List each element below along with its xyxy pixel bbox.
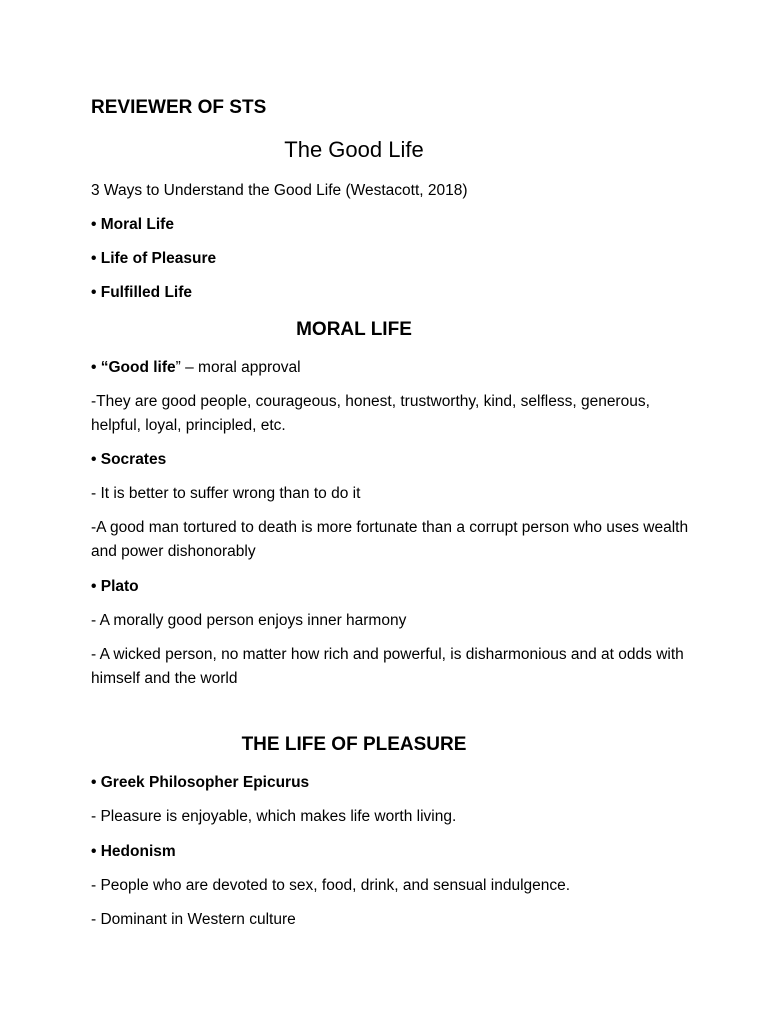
main-heading: The Good Life: [284, 137, 424, 162]
good-life-term: • “Good life: [91, 359, 176, 376]
document-title: REVIEWER OF STS: [91, 97, 267, 118]
socrates-point: - It is better to suffer wrong than to do it: [91, 485, 361, 502]
plato-point: - A wicked person, no matter how rich and powerful, is disharmonious and at odds with himself and the world: [91, 646, 684, 687]
good-life-line: [91, 358, 301, 378]
epicurus-point: - Pleasure is enjoyable, which makes life worth living.: [91, 808, 457, 825]
socrates-label: • Socrates: [91, 451, 167, 468]
way-item-moral-life: • Moral Life: [91, 216, 174, 233]
good-people-text: -They are good people, courageous, honest, trustworthy, kind, selfless, generous, helpful, loyal, principled, etc.: [91, 393, 650, 434]
socrates-point: -A good man tortured to death is more fortunate than a corrupt person who uses wealth and power dishonorably: [91, 519, 689, 560]
hedonism-point: - People who are devoted to sex, food, drink, and sensual indulgence.: [91, 877, 571, 894]
good-life-definition: ” – moral approval: [175, 359, 301, 376]
way-item-fulfilled-life: • Fulfilled Life: [91, 284, 193, 301]
epicurus-label: • Greek Philosopher Epicurus: [91, 774, 310, 791]
way-item-life-of-pleasure: • Life of Pleasure: [91, 250, 217, 267]
plato-label: • Plato: [91, 578, 139, 595]
hedonism-label: • Hedonism: [91, 843, 176, 860]
hedonism-point: - Dominant in Western culture: [91, 911, 296, 928]
life-of-pleasure-heading: THE LIFE OF PLEASURE: [241, 734, 467, 755]
intro-text: 3 Ways to Understand the Good Life (Westacott, 2018): [91, 182, 468, 199]
moral-life-heading: MORAL LIFE: [296, 319, 412, 340]
plato-point: - A morally good person enjoys inner harmony: [91, 612, 407, 629]
